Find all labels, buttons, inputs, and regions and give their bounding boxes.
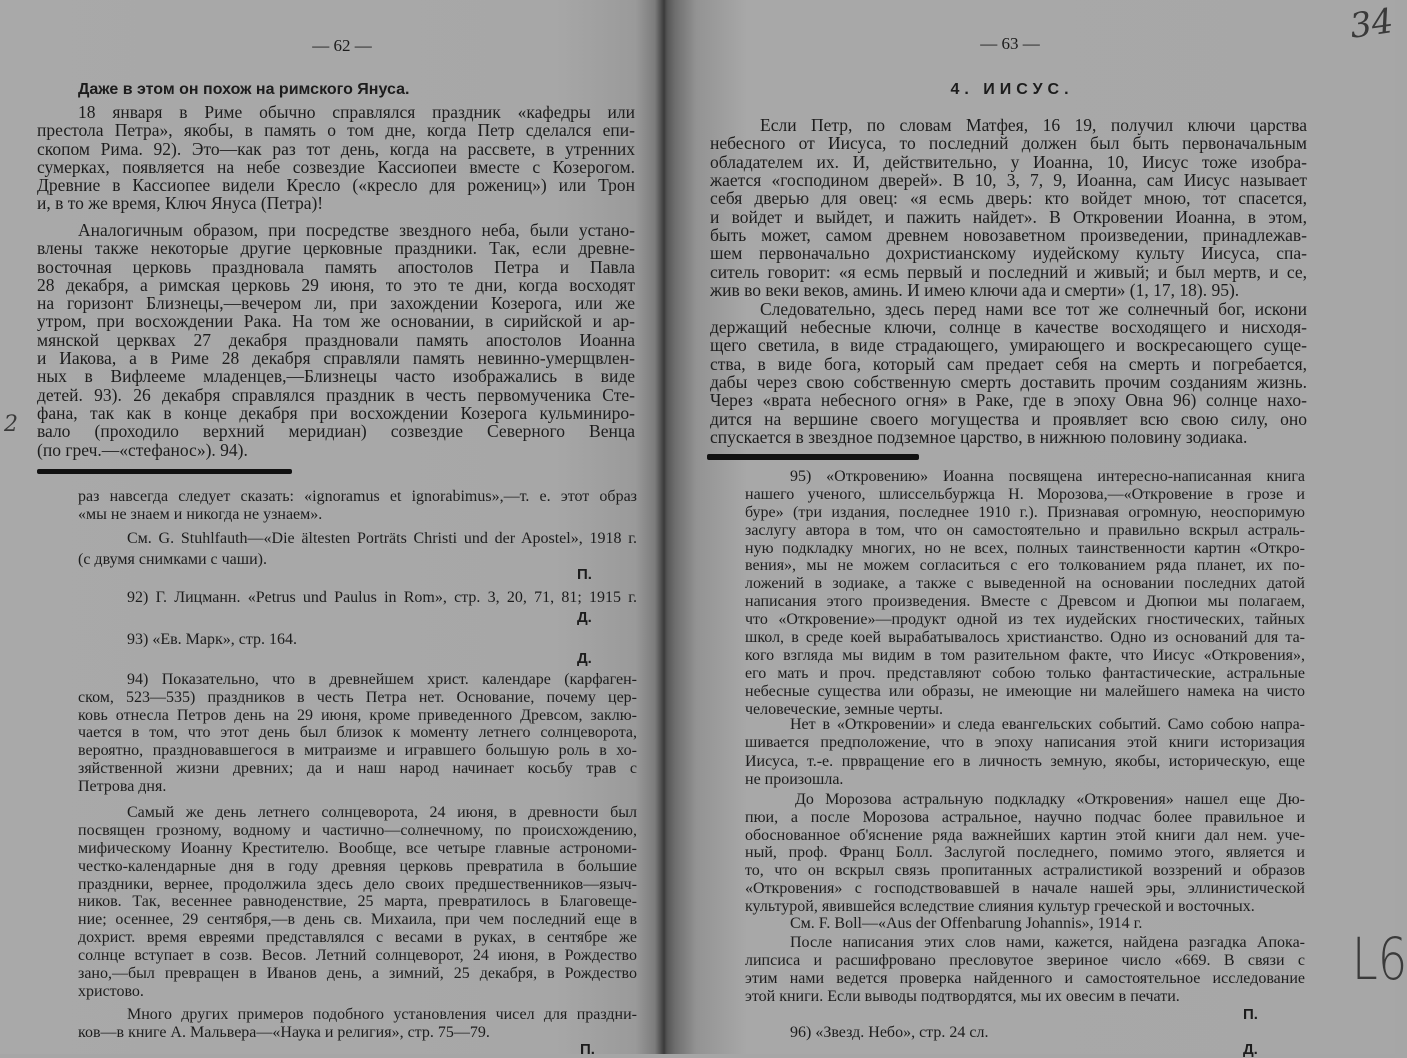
chapter-heading: 4. ИИСУС. — [950, 81, 1074, 98]
book-gutter — [655, 0, 675, 1054]
footnote-95 — [745, 468, 1305, 718]
footnote-signature: П. — [577, 566, 592, 583]
text-line: ском, 523—535) праздников в честь Петра нет. Основание, почему цер- — [78, 688, 637, 706]
text-line: небесные существа или образы, не имеющие ни малейшего намека на чисто — [745, 682, 1305, 700]
page-number: — 62 — — [312, 36, 372, 55]
text-line: ников. Так, весеннее равноденствие, 25 марта, превратилось в Благовеще- — [78, 893, 637, 911]
text-line: Нет в «Откровении» и следа евангельских событий. Само собою напра- — [790, 716, 1305, 733]
handwritten-margin-mark: L6 — [1351, 925, 1407, 993]
text-line: написания этого произведения. Вместе с Древсом и Дюпюи мы полагаем, — [745, 593, 1305, 611]
text-line: посвящен грозному, водному и частично—солнечному, по происхождению, — [78, 821, 637, 839]
footnote-signature: П. — [1243, 1006, 1258, 1023]
text-line: кого взгляда мы видим в том разительном факте, что Иисус «Откровения», — [745, 646, 1305, 664]
text-line: ков—в книге А. Мальвера—«Наука и религия», стр. 75—79. — [78, 1024, 490, 1041]
text-line: этой книги. Если выводы подтвордятся, мы их овесим в печати. — [745, 988, 1180, 1005]
text-line: Через «врата небесного огня» в Раке, где в эпоху Овна 96) солнце нахо- — [710, 390, 1307, 411]
footnote-92 — [78, 589, 637, 607]
text-line: честко-календарные дня в году древняя церковь превратила в большие — [78, 857, 637, 875]
footnote-94 — [78, 671, 637, 796]
handwritten-margin-mark: 2 — [4, 412, 18, 437]
text-line: культурой, явившейся вследствие слияния культур греческой и восточных. — [745, 897, 1255, 915]
text-line: его мать и проч. представляют собою только фантастические, астральные — [745, 664, 1305, 682]
text-line: заслугу автора в том, что он самостоятельно и правильно вскрыл астраль- — [745, 521, 1305, 539]
text-line: Самый же день летнего солнцеворота, 24 июня, в древности был — [127, 804, 637, 821]
footnote-96 — [745, 1024, 1305, 1042]
text-line: См. G. Stuhlfauth—«Die ältesten Porträts Christi und der Apostel», 1918 г. — [127, 530, 637, 547]
text-line: солнце вступает в созв. Весов. Летний солнцеворот, 24 июня, в Рождество — [78, 947, 637, 965]
text-line: ковь отнесла Петров день на 29 июня, кроме приведенного Древсом, заклю- — [78, 706, 637, 724]
text-line: дабы через свою собственную смерть доставить прочим созданиям жизнь. — [710, 371, 1307, 392]
text-line: вероятно, праздновавшегося в митраизме и игравшего большую роль в хо- — [78, 742, 637, 760]
text-line: щего светила, в виде страдающего, умирающего и воскресающего суще- — [710, 335, 1307, 356]
text-line: детей. 93). 26 декабря справлялся праздник в честь первомученика Сте- — [37, 384, 635, 405]
text-line: и Иакова, а в Риме 28 декабря справляли память невинно-умерщвлен- — [37, 348, 635, 369]
text-line: См. F. Boll—«Aus der Offenbarung Johannis», 1914 г. — [790, 915, 1143, 932]
text-line: Следовательно, здесь перед нами все тот же солнечный бог, искони — [760, 298, 1307, 319]
text-line: «Откровения» с господствовавшей в начале нашей эры, эллинистической — [745, 879, 1305, 897]
text-line: что «Откровение»—продукт одной из тех иудейских гностических, тайных — [745, 611, 1305, 629]
text-line: держащий небесные ключи, солнце в качестве восходящего и нисходя- — [710, 316, 1307, 337]
footnote-reference — [78, 528, 637, 570]
text-line: «мы не знаем и никогда не узнаем». — [78, 506, 323, 523]
text-line: обоснованное об'яснение ряда важнейших картин этой книги дал нем. уче- — [745, 826, 1305, 844]
text-line: 93) «Ев. Марк», стр. 164. — [127, 631, 298, 648]
text-line: ный, проф. Франц Болл. Заслугой последнего, помимо этого, является и — [745, 844, 1305, 862]
text-line: дохрист. время евреями представлялся с весами в руках, в сентябре же — [78, 929, 637, 947]
text-line: шем первоначально дохристианскому иудейскому культу Иисуса, спа- — [710, 243, 1307, 264]
text-line: не произошла. — [745, 770, 844, 788]
text-line: Много других примеров подобного установления чисел для праздни- — [127, 1006, 637, 1023]
text-line: сумерках, появляется на небе созвездие Кассиопеи вместе с Козерогом. — [37, 156, 635, 177]
footnote-divider — [707, 454, 919, 460]
text-line: чается в том, что этот день был близок к моменту летнего солнцеворота, — [78, 724, 637, 742]
paragraph — [37, 221, 635, 459]
text-line: (по греч.—«стефанос»). 94). — [37, 439, 248, 460]
text-line: скопом Рима. 92). Это—как раз тот день, когда на рассвете, в утренних — [37, 138, 635, 159]
text-line: ную подкладку многих, но не всех, полных таинственности картин «Откро- — [745, 539, 1305, 557]
text-line: жив во веки веков, аминь. И имею ключи ада и смерти» (1, 17, 18). 95). — [710, 280, 1240, 301]
footnote — [78, 488, 637, 524]
footnote-94-paragraph — [78, 804, 637, 1001]
text-line: мифическому Иоанну Крестителю. Вообще, все четыре главные астрономи- — [78, 839, 637, 857]
section-heading: Даже в этом он похож на римского Януса. — [78, 81, 410, 98]
footnote-signature: Д. — [577, 650, 592, 667]
text-line: этим нами ведется проверка найденного и самостоятельное исследование — [745, 970, 1305, 987]
footnote-94-paragraph — [78, 1006, 637, 1042]
text-line: 18 января в Риме обычно справлялся праздник «кафедры или — [78, 102, 635, 122]
paragraph — [710, 116, 1307, 299]
text-line: шивается предположение, что в эпоху написания этой книги историзация — [745, 734, 1305, 752]
text-line: Если Петр, по словам Матфея, 16 19, получил ключи царства — [760, 115, 1307, 135]
footnote-divider — [37, 469, 292, 474]
text-line: дится на вершине своего могущества и проявляет всю свою силу, оно — [710, 408, 1307, 429]
footnote-95-paragraph — [745, 934, 1305, 1006]
text-line: праздники, вернее, продолжила здесь дело своих предшественников—языч- — [78, 875, 637, 893]
page-number: — 63 — — [980, 34, 1040, 53]
text-line: ситель говорит: «я есмь первый и последний и живый; и был мертв, и се, — [710, 261, 1307, 282]
text-line: 95) «Откровению» Иоанна посвящена интересно-написанная книга — [790, 468, 1305, 485]
text-line: и войдет и выйдет, и пажить найдет». В Откровении Иоанна, в этом, — [710, 206, 1307, 227]
text-line: ства, в виде бога, который сам предает себя на смерть и погребается, — [710, 353, 1307, 374]
footnote-signature: Д. — [577, 609, 592, 626]
text-line: Аналогичным образом, при посредстве звездного неба, были устано- — [78, 220, 635, 240]
text-line: себя дверью для овец: «я есмь дверь: кто войдет мною, тот спасется, — [710, 188, 1307, 209]
text-line: зяйственной жизни древних; да и наш народ начинает косьбу трав с — [78, 759, 637, 777]
text-line: восточная церковь праздновала память апостолов Петра и Павла — [37, 256, 635, 277]
text-line: раз навсегда следует сказать: «ignoramus et ignorabimus»,—т. е. этот образ — [78, 488, 637, 505]
text-line: Древние в Кассиопее видели Кресло («кресло для рожениц») или Трон — [37, 175, 635, 196]
text-line: утром, при восхождении Рака. На том же основании, в сирийской и ар- — [37, 311, 635, 332]
text-line: фана, так как в конце декабря при восхождении Козерога кульминиро- — [37, 402, 635, 423]
text-line: христово. — [78, 982, 144, 1000]
text-line: 28 декабря, а римская церковь 29 июня, то это те дни, когда восходят — [37, 274, 635, 295]
text-line: влены также некоторые другие церковные праздники. Так, если древне- — [37, 238, 635, 259]
text-line: ных в Вифлееме младенцев,—Близнецы часто изображались в виде — [37, 366, 635, 387]
text-line: пюи, а после Морозова астральное, научно подчас более правильное и — [745, 808, 1305, 826]
text-line: то, что он вскрыл связь пропитанных астралистикой воззрений и образов — [745, 862, 1305, 880]
text-line: До Морозова астральную подкладку «Откровения» нашел еще Дю- — [795, 791, 1305, 808]
paragraph — [710, 300, 1307, 447]
text-line: престола Петра», якобы, в память о том дне, когда Петр сделался епи- — [37, 120, 635, 141]
text-line: быть может, самом древнем новозаветном произведении, принадлежав- — [710, 225, 1307, 246]
text-line: ние; осеннее, 29 сентября,—в день св. Михаила, при чем последний еще в — [78, 911, 637, 929]
text-line: 92) Г. Лицманн. «Petrus und Paulus in Rom», стр. 3, 20, 71, 81; 1915 г. — [127, 589, 637, 606]
footnote-signature: Д. — [1243, 1041, 1258, 1058]
text-line: буре» (три издания, последнее 1910 г.). Признавая огромную, неоспоримую — [745, 503, 1305, 521]
text-line: зано,—был превращен в Иванов день, а зимний, 25 декабря, в Рождество — [78, 965, 637, 983]
text-line: на горизонт Близнецы,—вечером ли, при захождении Козерога, или же — [37, 293, 635, 314]
text-line: вало (проходило верхний меридиан) созвездие Северного Венца — [37, 421, 635, 442]
text-line: 96) «Звезд. Небо», стр. 24 сл. — [790, 1024, 989, 1041]
text-line: нашего ученого, шлиссельбуржца Н. Морозова,—«Откровение в грозе и — [745, 485, 1305, 503]
footnote-signature: П. — [580, 1041, 595, 1058]
text-line: небесного от Иисуса, то последний должен был быть первоначальным — [710, 133, 1307, 154]
text-line: Иисуса, т.-е. првращение его в личность земную, якобы, историческую, еще — [745, 752, 1305, 770]
footnote-93 — [78, 631, 637, 649]
footnote-reference — [745, 915, 1305, 933]
text-line: липсиса и расшифровано пресловутое звериное число «669. В связи с — [745, 952, 1305, 969]
text-line: мянской церквах 27 декабря праздновали память апостолов Иоанна — [37, 329, 635, 350]
text-line: школ, в среде коей вырабатывалось христианство. Одно из оснований для та- — [745, 629, 1305, 647]
footnote-95-paragraph — [745, 791, 1305, 916]
text-line: 94) Показательно, что в древнейшем христ. календаре (карфаген- — [127, 671, 637, 688]
text-line: (с двумя снимками с чаши). — [78, 551, 267, 568]
text-line: жается «господином дверей». В 10, 3, 7, 9, Иоанна, сам Иисус называет — [710, 170, 1307, 191]
text-line: спускается в звездное подземное царство, в нижнюю половину зодиака. — [710, 426, 1248, 447]
paragraph — [37, 103, 635, 213]
handwritten-page-mark: 34 — [1347, 1, 1396, 47]
text-line: и, в то же время, Ключ Януса (Петра)! — [37, 193, 324, 214]
text-line: обладателем их. И, действительно, у Иоанна, 10, Иисус тоже изобра- — [710, 151, 1307, 172]
text-line: вения», мы не можем согласиться с его толкованием ряда планет, их по- — [745, 557, 1305, 575]
text-line: После написания этих слов нами, кажется, найдена разгадка Апока- — [790, 934, 1305, 951]
text-line: человеческие, земные черты. — [745, 700, 944, 718]
footnote-95-paragraph — [745, 716, 1305, 789]
text-line: ложений в зодиаке, а также с выведенной на основании последних датой — [745, 575, 1305, 593]
text-line: Петрова дня. — [78, 777, 167, 795]
